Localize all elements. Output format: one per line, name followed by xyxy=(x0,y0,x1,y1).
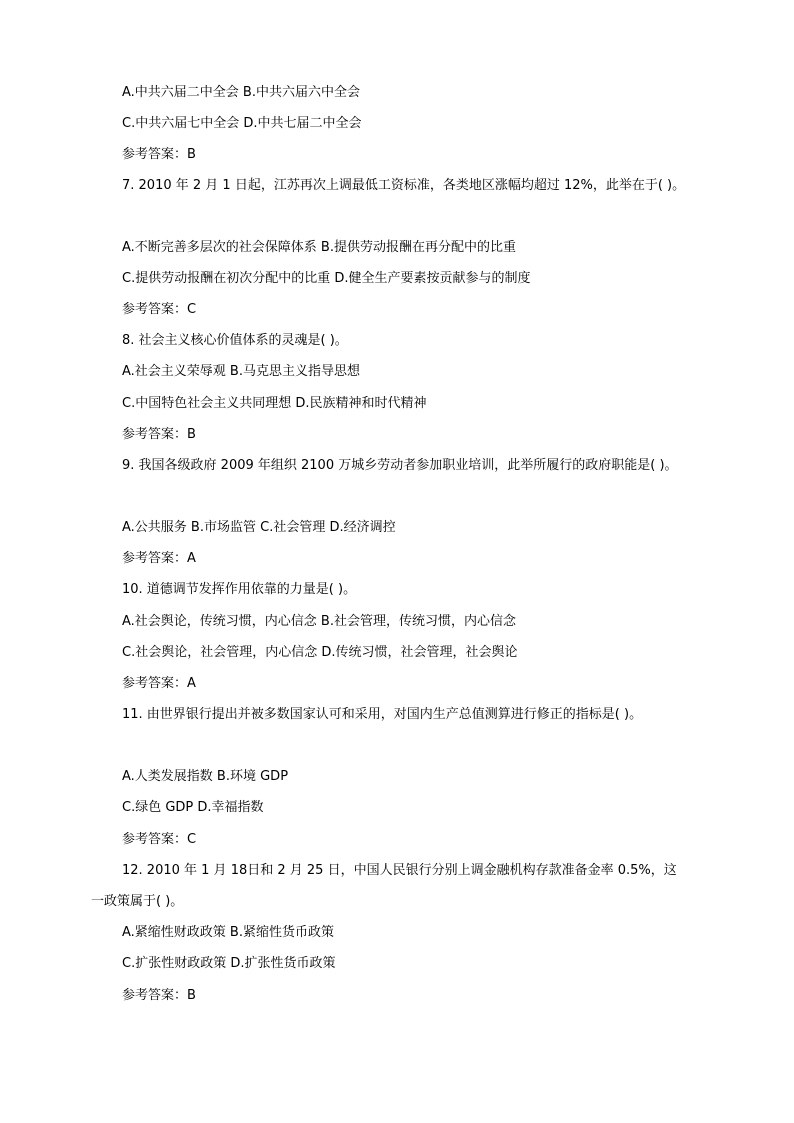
question-12-text-line-1: 12. 2010 年 1 月 18日和 2 月 25 日，中国人民银行分别上调金融机构存款准备金率 0.5%，这 xyxy=(122,863,677,878)
question-7-text: 7. 2010 年 2 月 1 日起，江苏再次上调最低工资标准，各类地区涨幅均超过 12%，此举在于( )。 xyxy=(122,178,686,193)
question-9-options-line-1: A.公共服务 B.市场监管 C.社会管理 D.经济调控 xyxy=(122,520,396,535)
question-6-answer: 参考答案：B xyxy=(122,147,196,162)
question-7-options-line-1: A.不断完善多层次的社会保障体系 B.提供劳动报酬在再分配中的比重 xyxy=(122,240,516,255)
question-10-answer: 参考答案：A xyxy=(122,676,196,691)
question-12-answer: 参考答案：B xyxy=(122,988,196,1003)
question-6-options-line-1: A.中共六届二中全会 B.中共六届六中全会 xyxy=(122,85,360,100)
question-6-options-line-2: C.中共六届七中全会 D.中共七届二中全会 xyxy=(122,116,362,131)
question-8-options-line-2: C.中国特色社会主义共同理想 D.民族精神和时代精神 xyxy=(122,396,427,411)
question-11-options-line-2: C.绿色 GDP D.幸福指数 xyxy=(122,800,264,815)
question-7-options-line-2: C.提供劳动报酬在初次分配中的比重 D.健全生产要素按贡献参与的制度 xyxy=(122,271,531,286)
question-12-options-line-1: A.紧缩性财政政策 B.紧缩性货币政策 xyxy=(122,925,334,940)
question-8-answer: 参考答案：B xyxy=(122,427,196,442)
question-12-options-line-2: C.扩张性财政政策 D.扩张性货币政策 xyxy=(122,956,336,971)
question-9-answer: 参考答案：A xyxy=(122,551,196,566)
question-10-options-line-1: A.社会舆论，传统习惯，内心信念 B.社会管理，传统习惯，内心信念 xyxy=(122,614,516,629)
question-10-options-line-2: C.社会舆论，社会管理，内心信念 D.传统习惯，社会管理，社会舆论 xyxy=(122,645,518,660)
question-11-options-line-1: A.人类发展指数 B.环境 GDP xyxy=(122,769,289,784)
question-11-text: 11. 由世界银行提出并被多数国家认可和采用，对国内生产总值测算进行修正的指标是( )。 xyxy=(122,707,643,722)
question-8-options-line-1: A.社会主义荣辱观 B.马克思主义指导思想 xyxy=(122,364,360,379)
question-10-text: 10. 道德调节发挥作用依靠的力量是( )。 xyxy=(122,582,357,597)
question-12-text-line-2: 一政策属于( )。 xyxy=(91,894,184,909)
question-9-text: 9. 我国各级政府 2009 年组织 2100 万城乡劳动者参加职业培训，此举所履行的政府职能是( )。 xyxy=(122,458,678,473)
question-11-answer: 参考答案：C xyxy=(122,832,197,847)
question-8-text: 8. 社会主义核心价值体系的灵魂是( )。 xyxy=(122,333,348,348)
question-7-answer: 参考答案：C xyxy=(122,302,197,317)
